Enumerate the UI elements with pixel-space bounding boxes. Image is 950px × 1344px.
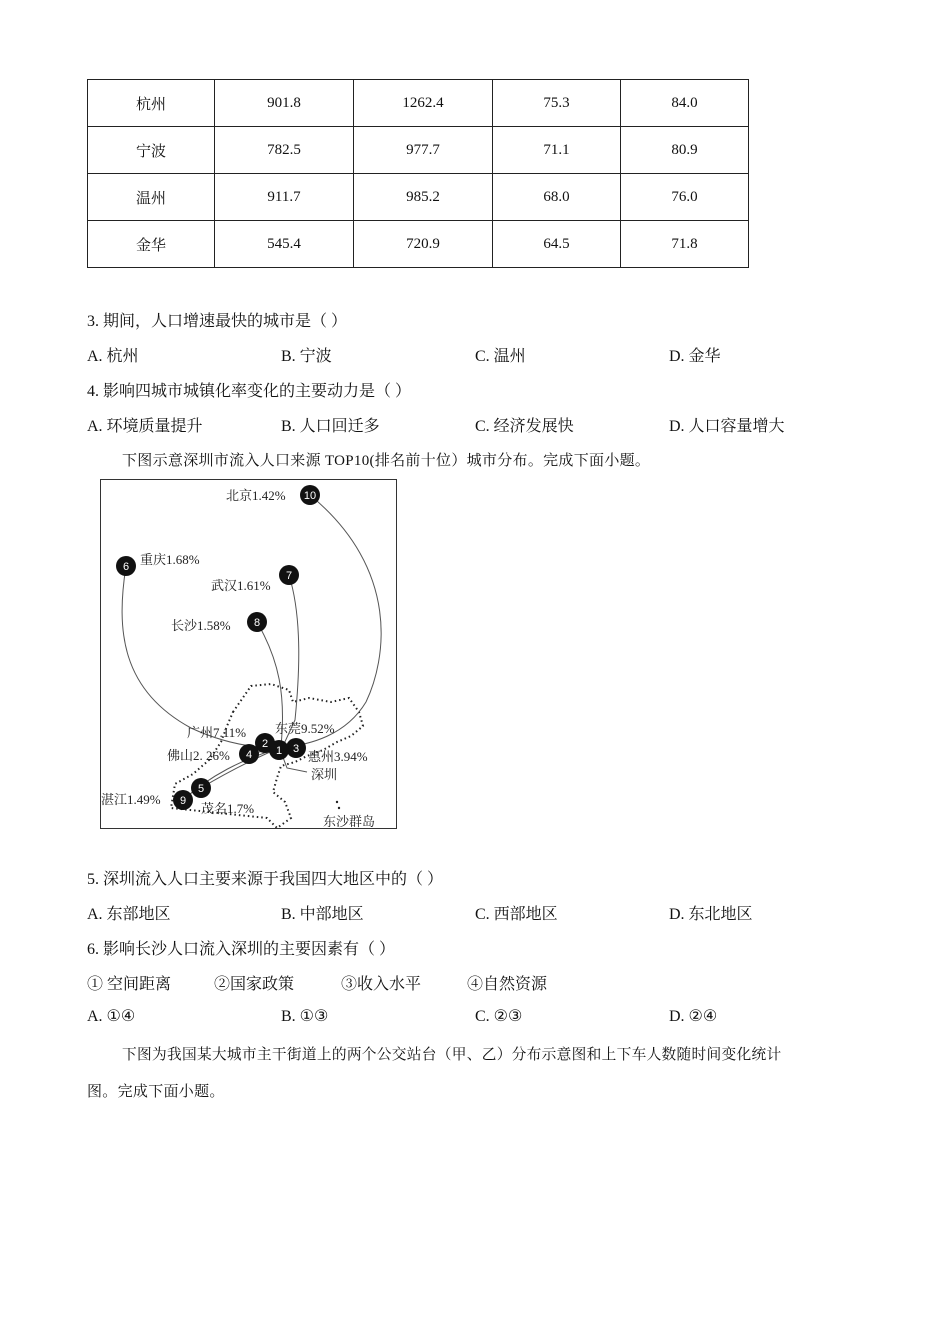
q4-option-b[interactable]: B. 人口回迁多 — [281, 418, 380, 435]
island-dot — [336, 801, 338, 803]
table-cell: 720.9 — [354, 221, 493, 268]
table-cell: 782.5 — [215, 127, 354, 174]
q6-option-d[interactable]: D. ②④ — [669, 1008, 718, 1025]
table-cell: 金华 — [88, 221, 215, 268]
svg-text:2: 2 — [261, 738, 269, 750]
svg-text:4: 4 — [245, 749, 253, 761]
label-changsha: 长沙1.58% — [171, 618, 231, 633]
city-marker-3 — [286, 738, 306, 758]
q5-option-b[interactable]: B. 中部地区 — [281, 906, 364, 923]
table-cell: 71.1 — [493, 127, 621, 174]
q4-option-c[interactable]: C. 经济发展快 — [475, 418, 574, 435]
svg-text:6: 6 — [122, 561, 130, 573]
table-cell: 977.7 — [354, 127, 493, 174]
population-table — [87, 79, 749, 268]
island-dot — [338, 807, 340, 809]
question-4-stem: 4. 影响四城市城镇化率变化的主要动力是（ ） — [87, 383, 412, 400]
table-cell: 911.7 — [215, 174, 354, 221]
city-marker-1 — [269, 740, 289, 760]
table-cell: 71.8 — [621, 221, 749, 268]
table-row — [88, 221, 749, 268]
q4-option-a[interactable]: A. 环境质量提升 — [87, 418, 203, 435]
bus-intro-line-1: 下图为我国某大城市主干街道上的两个公交站台（甲、乙）分布示意图和上下车人数随时间变化统计 — [122, 1047, 782, 1063]
label-beijing: 北京1.42% — [226, 488, 286, 503]
city-marker-9 — [173, 790, 193, 810]
label-maoming: 茂名1.7% — [201, 801, 255, 816]
question-3-stem: 3. 期间，人口增速最快的城市是（ ） — [87, 313, 348, 330]
label-shenzhen: 深圳 — [311, 767, 338, 782]
city-marker-6 — [116, 556, 136, 576]
q3-option-b[interactable]: B. 宁波 — [281, 348, 332, 365]
bus-intro-line-2: 图。完成下面小题。 — [87, 1084, 225, 1100]
city-marker-10 — [300, 485, 320, 505]
svg-text:7: 7 — [285, 570, 293, 582]
city-marker-5 — [191, 778, 211, 798]
city-marker-7 — [279, 565, 299, 585]
map-intro: 下图示意深圳市流入人口来源 TOP10(排名前十位）城市分布。完成下面小题。 — [122, 453, 651, 469]
q6-option-b[interactable]: B. ①③ — [281, 1008, 329, 1025]
table-row — [88, 127, 749, 174]
table-cell: 985.2 — [354, 174, 493, 221]
svg-text:1: 1 — [275, 745, 283, 757]
table-cell: 1262.4 — [354, 80, 493, 127]
svg-text:5: 5 — [197, 783, 205, 795]
q3-option-c[interactable]: C. 温州 — [475, 348, 526, 365]
q3-option-a[interactable]: A. 杭州 — [87, 348, 139, 365]
q6-option-a[interactable]: A. ①④ — [87, 1008, 136, 1025]
q4-option-d[interactable]: D. 人口容量增大 — [669, 418, 785, 435]
migration-map-svg — [101, 480, 397, 829]
table-cell: 75.3 — [493, 80, 621, 127]
q6-factor-1: ① 空间距离 — [87, 976, 172, 993]
svg-text:3: 3 — [292, 743, 300, 755]
q5-option-d[interactable]: D. 东北地区 — [669, 906, 753, 923]
q5-option-a[interactable]: A. 东部地区 — [87, 906, 171, 923]
q6-factor-4: ④自然资源 — [467, 976, 548, 993]
flow-line-beijing — [279, 495, 381, 748]
table-cell: 545.4 — [215, 221, 354, 268]
table-cell: 杭州 — [88, 80, 215, 127]
q3-option-d[interactable]: D. 金华 — [669, 348, 721, 365]
table-cell: 80.9 — [621, 127, 749, 174]
city-marker-8 — [247, 612, 267, 632]
label-huizhou: 惠州3.94% — [308, 749, 368, 764]
q5-option-c[interactable]: C. 西部地区 — [475, 906, 558, 923]
table-row — [88, 80, 749, 127]
table-cell: 温州 — [88, 174, 215, 221]
table-cell: 68.0 — [493, 174, 621, 221]
svg-text:10: 10 — [303, 490, 317, 502]
table-cell: 76.0 — [621, 174, 749, 221]
table-cell: 64.5 — [493, 221, 621, 268]
label-guangzhou: 广州7.11% — [187, 725, 247, 740]
table-cell: 宁波 — [88, 127, 215, 174]
question-5-stem: 5. 深圳流入人口主要来源于我国四大地区中的（ ） — [87, 871, 444, 888]
city-marker-4 — [239, 744, 259, 764]
label-zhanjiang: 湛江1.49% — [101, 792, 161, 807]
question-6-stem: 6. 影响长沙人口流入深圳的主要因素有（ ） — [87, 941, 396, 958]
label-chongqing: 重庆1.68% — [140, 552, 200, 567]
q6-factor-2: ②国家政策 — [214, 976, 295, 993]
migration-map — [100, 479, 397, 829]
svg-text:8: 8 — [253, 617, 261, 629]
label-wuhan: 武汉1.61% — [211, 578, 271, 593]
label-dongguan: 东莞9.52% — [275, 721, 335, 736]
q6-option-c[interactable]: C. ②③ — [475, 1008, 523, 1025]
table-cell: 901.8 — [215, 80, 354, 127]
flow-line-chongqing — [122, 566, 279, 748]
svg-text:9: 9 — [179, 795, 187, 807]
q6-factor-3: ③收入水平 — [341, 976, 422, 993]
table-row — [88, 174, 749, 221]
label-dongsha-islands: 东沙群岛 — [323, 814, 376, 829]
table-cell: 84.0 — [621, 80, 749, 127]
label-foshan: 佛山2. 26% — [167, 748, 230, 763]
